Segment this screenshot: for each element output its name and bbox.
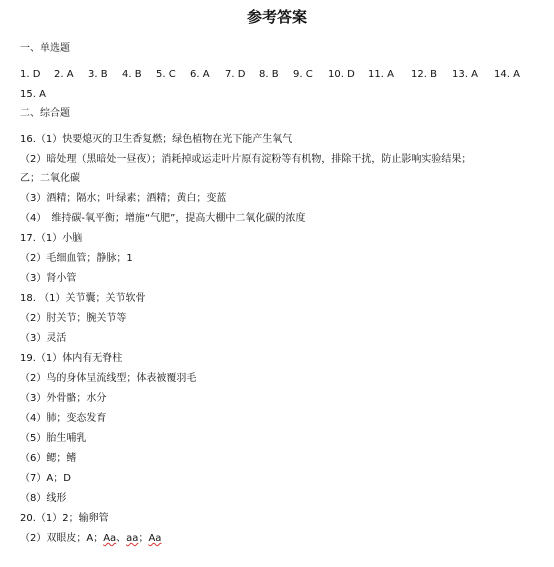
answer-line: （4）肺；变态发育 <box>20 413 107 424</box>
section-heading-single-choice: 一、单选题 <box>20 43 70 54</box>
answer-line: （2）暗处理（黑暗处一昼夜）；消耗掉或运走叶片原有淀粉等有机物，排除干扰，防止影响实验结果； <box>20 154 472 165</box>
answer-line: 20.（1）2；输卵管 <box>20 513 109 524</box>
answer-line-genotypes <box>20 532 161 545</box>
answer-line: （8）线形 <box>20 493 67 504</box>
answer-line: （3）肾小管 <box>20 273 77 284</box>
separator: 、 <box>116 533 127 544</box>
answer-line: （7）A；D <box>20 473 71 484</box>
answer-line: （5）胎生哺乳 <box>20 433 87 444</box>
answer-line: 16.（1）快要熄灭的卫生香复燃；绿色植物在光下能产生氧气 <box>20 134 293 145</box>
mc-answer: 6. A <box>190 69 210 80</box>
mc-answer: 15. A <box>20 89 46 100</box>
mc-answer: 5. C <box>156 69 176 80</box>
mc-answer: 7. D <box>225 69 246 80</box>
genotype: Aa <box>148 533 162 544</box>
answer-line: （3）酒精；隔水；叶绿素；酒精；黄白；变蓝 <box>20 193 227 204</box>
mc-answer: 11. A <box>368 69 394 80</box>
mc-answer: 4. B <box>122 69 142 80</box>
answer-line: （6）鳃；鳍 <box>20 453 77 464</box>
answer-line: （3）外骨骼；水分 <box>20 393 107 404</box>
answer-line: （2）鸟的身体呈流线型；体表被覆羽毛 <box>20 373 197 384</box>
section-heading-comprehensive: 二、综合题 <box>20 108 70 119</box>
genotype: Aa <box>103 533 117 544</box>
answer-prefix: （2）双眼皮；A； <box>20 533 104 544</box>
mc-answer: 14. A <box>494 69 520 80</box>
answer-line: （2）肘关节；腕关节等 <box>20 313 127 324</box>
mc-answer: 3. B <box>88 69 108 80</box>
answer-line: 18. （1）关节囊；关节软骨 <box>20 293 146 304</box>
mc-answer: 13. A <box>452 69 478 80</box>
mc-answer: 12. B <box>411 69 437 80</box>
answer-line: （4） 维持碳-氧平衡；增施“气肥”，提高大棚中二氧化碳的浓度 <box>20 213 306 224</box>
answer-line: 19.（1）体内有无脊柱 <box>20 353 123 364</box>
mc-answer: 1. D <box>20 69 41 80</box>
separator: ； <box>138 533 149 544</box>
answer-line: （3）灵活 <box>20 333 67 344</box>
mc-answer: 2. A <box>54 69 74 80</box>
mc-answer: 8. B <box>259 69 279 80</box>
answer-line: 乙；二氧化碳 <box>20 173 80 184</box>
genotype: aa <box>126 533 139 544</box>
page-title: 参考答案 <box>246 8 307 26</box>
answer-line: 17.（1）小脑 <box>20 233 83 244</box>
mc-answer: 10. D <box>328 69 355 80</box>
answer-line: （2）毛细血管；静脉；1 <box>20 253 133 264</box>
mc-answer: 9. C <box>293 69 313 80</box>
